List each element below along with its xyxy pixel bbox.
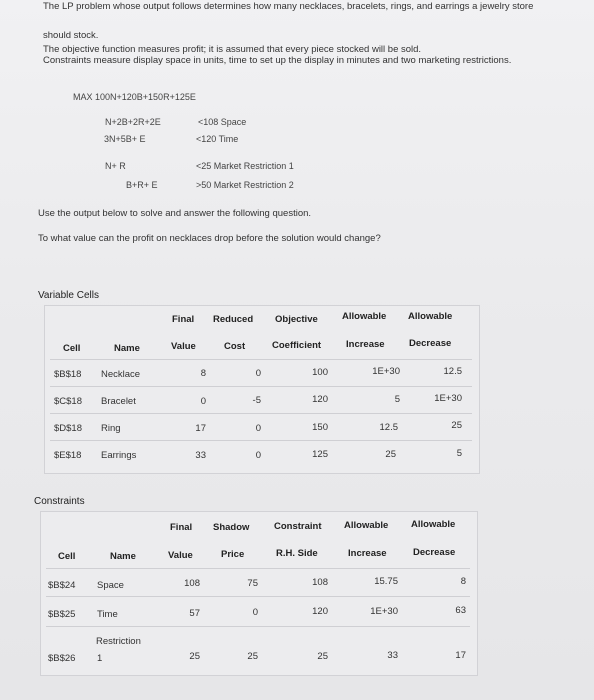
divider xyxy=(50,386,472,387)
c-header-allowable-dec: Allowable xyxy=(411,519,456,530)
c-row-name: Space xyxy=(97,580,124,591)
vc-row-cell: $D$18 xyxy=(54,423,82,434)
divider xyxy=(50,440,472,441)
vc-row-name: Bracelet xyxy=(101,396,136,407)
c-row-value: 57 xyxy=(189,608,200,619)
variable-cells-title: Variable Cells xyxy=(38,290,99,301)
vc-row-value: 17 xyxy=(195,423,206,434)
vc-header-cell: Cell xyxy=(63,343,81,354)
c-header-constraint: Constraint xyxy=(274,521,322,532)
c-row-value: 108 xyxy=(184,578,200,589)
c-row-cell: $B$24 xyxy=(48,580,76,591)
c-header-value: Value xyxy=(168,550,193,561)
constraint-3-lhs: N+ R xyxy=(105,161,126,171)
vc-row-decrease: 5 xyxy=(456,448,462,459)
vc-row-value: 0 xyxy=(200,396,206,407)
c-row-increase: 15.75 xyxy=(374,576,398,587)
constraints-title: Constraints xyxy=(34,496,85,507)
vc-header-allowable-inc: Allowable xyxy=(342,311,387,322)
c-header-cell: Cell xyxy=(58,551,76,562)
vc-header-reduced: Reduced xyxy=(213,314,254,325)
intro-line-4: Constraints measure display space in units, time to set up the display in minutes and two marketing restrictions. xyxy=(43,55,512,66)
vc-row-increase: 25 xyxy=(385,449,396,460)
vc-header-coefficient: Coefficient xyxy=(272,340,322,351)
constraints-table xyxy=(40,511,478,676)
c-header-decrease: Decrease xyxy=(413,547,456,558)
instruction-text: Use the output below to solve and answer the following question. xyxy=(38,208,312,219)
vc-row-value: 8 xyxy=(200,368,206,379)
constraint-2-lhs: 3N+5B+ E xyxy=(104,134,146,144)
c-row-increase: 1E+30 xyxy=(370,606,398,617)
c-row-rhs: 108 xyxy=(312,577,328,588)
intro-line-2: should stock. xyxy=(43,30,99,41)
vc-header-objective: Objective xyxy=(275,314,318,325)
c-row-decrease: 17 xyxy=(455,650,466,661)
c-row-price: 75 xyxy=(247,578,258,589)
vc-row-name: Ring xyxy=(101,423,121,434)
objective-function: MAX 100N+120B+150R+125E xyxy=(73,92,196,102)
vc-header-name: Name xyxy=(114,343,140,354)
c-row-rhs: 120 xyxy=(312,606,328,617)
vc-row-increase: 12.5 xyxy=(379,422,398,433)
vc-row-cell: $C$18 xyxy=(54,396,82,407)
vc-row-decrease: 1E+30 xyxy=(434,393,462,404)
question-text: To what value can the profit on necklaces drop before the solution would change? xyxy=(38,233,381,244)
vc-header-allowable-dec: Allowable xyxy=(408,311,453,322)
c-row-decrease: 63 xyxy=(455,605,466,616)
c-header-name: Name xyxy=(110,551,136,562)
vc-row-coef: 100 xyxy=(312,367,328,378)
c-row-price: 25 xyxy=(247,651,258,662)
vc-row-cost: -5 xyxy=(252,395,261,406)
constraint-1-lhs: N+2B+2R+2E xyxy=(105,117,161,127)
c-header-increase: Increase xyxy=(348,548,387,559)
divider xyxy=(46,568,470,569)
vc-header-increase: Increase xyxy=(346,339,385,350)
c-header-final: Final xyxy=(170,522,193,533)
c-row-cell: $B$26 xyxy=(48,653,76,664)
c-header-shadow: Shadow xyxy=(213,522,250,533)
vc-row-coef: 150 xyxy=(312,422,328,433)
vc-row-coef: 120 xyxy=(312,394,328,405)
vc-row-cost: 0 xyxy=(255,423,261,434)
intro-line-1: The LP problem whose output follows determines how many necklaces, bracelets, rings, and earrings a jewelry store xyxy=(43,1,534,12)
intro-line-3: The objective function measures profit; it is assumed that every piece stocked will be sold. xyxy=(43,44,422,55)
divider xyxy=(46,626,470,627)
vc-row-cell: $E$18 xyxy=(54,450,82,461)
c-row-value: 25 xyxy=(189,651,200,662)
vc-row-cost: 0 xyxy=(255,450,261,461)
vc-row-cost: 0 xyxy=(255,368,261,379)
vc-header-decrease: Decrease xyxy=(409,338,452,349)
c-header-price: Price xyxy=(221,549,245,560)
divider xyxy=(50,413,472,414)
c-row-increase: 33 xyxy=(387,650,398,661)
c-row-name: Time xyxy=(97,609,118,620)
vc-header-final: Final xyxy=(172,314,195,325)
constraint-1-rhs: <108 Space xyxy=(198,117,247,127)
c-header-rhs: R.H. Side xyxy=(276,548,318,559)
vc-header-cost: Cost xyxy=(224,341,246,352)
vc-row-decrease: 25 xyxy=(451,420,462,431)
divider xyxy=(50,359,472,360)
vc-row-decrease: 12.5 xyxy=(443,366,462,377)
variable-cells-table xyxy=(44,305,480,474)
c-row-price: 0 xyxy=(252,607,258,618)
divider xyxy=(46,596,470,597)
constraint-2-rhs: <120 Time xyxy=(196,134,239,144)
c-row-rhs: 25 xyxy=(317,651,328,662)
vc-row-name: Necklace xyxy=(101,369,141,380)
vc-row-increase: 1E+30 xyxy=(372,366,400,377)
c-header-allowable-inc: Allowable xyxy=(344,520,389,531)
vc-row-value: 33 xyxy=(195,450,206,461)
vc-row-cell: $B$18 xyxy=(54,369,82,380)
vc-row-increase: 5 xyxy=(394,394,400,405)
c-row-name-top: Restriction xyxy=(96,636,141,647)
vc-row-coef: 125 xyxy=(312,449,328,460)
vc-row-name: Earrings xyxy=(101,450,137,461)
vc-header-value: Value xyxy=(171,341,196,352)
c-row-name: 1 xyxy=(97,653,103,664)
c-row-decrease: 8 xyxy=(460,576,466,587)
constraint-4-rhs: >50 Market Restriction 2 xyxy=(196,180,294,190)
c-row-cell: $B$25 xyxy=(48,609,76,620)
constraint-3-rhs: <25 Market Restriction 1 xyxy=(196,161,294,171)
constraint-4-lhs: B+R+ E xyxy=(126,180,158,190)
